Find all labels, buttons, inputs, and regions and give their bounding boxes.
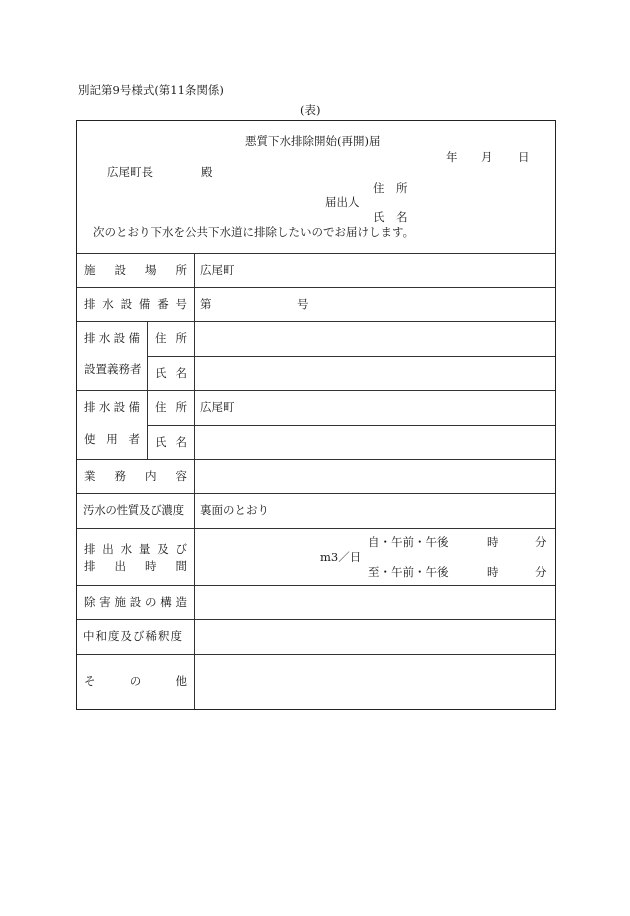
drain-number-suffix: 号	[297, 297, 309, 311]
drain-number-prefix: 第	[200, 297, 212, 311]
user-address-value[interactable]: 広尾町	[200, 400, 235, 414]
discharge-unit: m3／日	[320, 550, 362, 564]
user-label-line2: 使 用 者	[84, 432, 140, 446]
side-label: (表)	[300, 103, 321, 117]
discharge-to-minute: 分	[535, 565, 547, 579]
applicant-name-label: 氏 名	[373, 210, 408, 224]
applicant-label: 届出人	[325, 195, 360, 209]
drain-number-label: 排 水 設 備 番 号	[84, 297, 187, 311]
date-day-label: 日	[518, 150, 530, 164]
notification-form	[76, 120, 556, 710]
user-address-label: 住 所	[155, 400, 187, 414]
discharge-to-hour: 時	[487, 565, 499, 579]
honorific: 殿	[201, 165, 213, 179]
addressee: 広尾町長	[107, 165, 153, 179]
date-month-label: 月	[481, 150, 493, 164]
business-label: 業 務 内 容	[84, 469, 187, 483]
discharge-to: 至・午前・午後	[368, 565, 449, 579]
discharge-label-line2: 排 出 時 間	[84, 559, 187, 573]
discharge-from-minute: 分	[535, 535, 547, 549]
neutralization-label: 中和度及び稀釈度	[83, 629, 183, 643]
user-name-label: 氏 名	[155, 435, 187, 449]
statement: 次のとおり下水を公共下水道に排除したいのでお届けします。	[93, 225, 415, 239]
obligor-address-label: 住 所	[155, 331, 187, 345]
form-title: 悪質下水排除開始(再開)届	[245, 134, 381, 148]
facility-location-label: 施 設 場 所	[84, 263, 187, 277]
form-reference: 別記第9号様式(第11条関係)	[78, 83, 224, 97]
obligor-label-line2: 設 置 義 務 者	[84, 362, 142, 376]
date-year-label: 年	[446, 150, 458, 164]
other-label: そ の 他	[84, 674, 187, 688]
applicant-address-label: 住 所	[373, 181, 408, 195]
discharge-label-line1: 排 出 水 量 及 び	[84, 542, 187, 556]
sewage-quality-value[interactable]: 裏面のとおり	[200, 503, 269, 517]
sewage-quality-label: 汚水の性質及び濃度	[83, 503, 184, 517]
facility-location-value[interactable]: 広尾町	[200, 263, 235, 277]
user-label-line1: 排 水 設 備	[84, 400, 140, 414]
discharge-from: 自・午前・午後	[368, 535, 449, 549]
treatment-label: 除 害 施 設 の 構 造	[84, 595, 187, 609]
obligor-label-line1: 排 水 設 備	[84, 331, 140, 345]
discharge-from-hour: 時	[487, 535, 499, 549]
obligor-name-label: 氏 名	[155, 366, 187, 380]
